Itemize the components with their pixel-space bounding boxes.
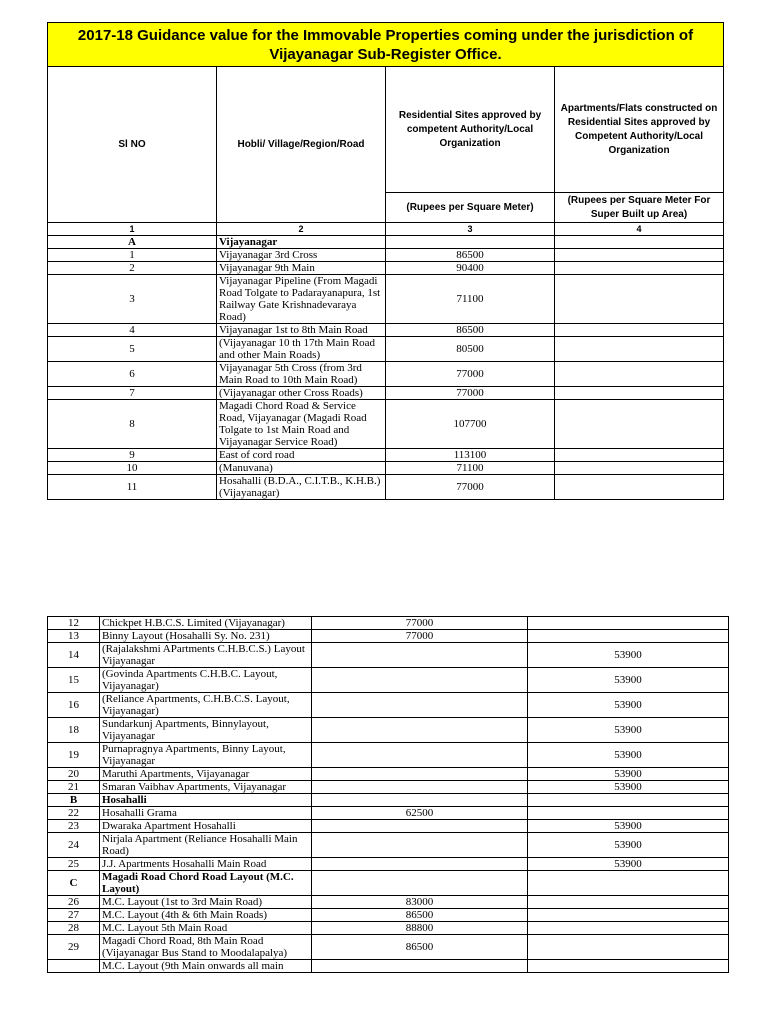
table-row [48, 400, 724, 449]
row-number: A [48, 236, 217, 249]
row-location: East of cord road [217, 449, 386, 462]
table-row [48, 896, 729, 909]
row-apartment-value [555, 337, 724, 362]
row-apartment-value [528, 896, 729, 909]
row-location: Vijayanagar 5th Cross (from 3rd Main Road to 10th Main Road) [217, 362, 386, 387]
row-number: 19 [48, 743, 100, 768]
row-apartment-value: 53900 [528, 693, 729, 718]
header-si-no: Sl NO [48, 67, 217, 223]
row-number: 2 [48, 262, 217, 275]
row-location: J.J. Apartments Hosahalli Main Road [100, 858, 312, 871]
row-residential-value: 86500 [386, 249, 555, 262]
row-residential-value: 86500 [312, 935, 528, 960]
row-apartment-value: 53900 [528, 743, 729, 768]
table-row [48, 693, 729, 718]
row-apartment-value: 53900 [528, 858, 729, 871]
table-row [48, 324, 724, 337]
row-number: C [48, 871, 100, 896]
row-apartment-value [528, 617, 729, 630]
table-row [48, 794, 729, 807]
row-number: B [48, 794, 100, 807]
row-residential-value: 113100 [386, 449, 555, 462]
row-apartment-value [555, 362, 724, 387]
row-location: Vijayanagar 1st to 8th Main Road [217, 324, 386, 337]
row-location: M.C. Layout 5th Main Road [100, 922, 312, 935]
header-apartments-unit: (Rupees per Square Meter For Super Built up Area) [555, 193, 724, 223]
row-number: 28 [48, 922, 100, 935]
row-apartment-value: 53900 [528, 820, 729, 833]
row-number: 23 [48, 820, 100, 833]
row-apartment-value [528, 807, 729, 820]
row-residential-value: 83000 [312, 896, 528, 909]
row-residential-value [312, 643, 528, 668]
header-residential: Residential Sites approved by competent Authority/Local Organization [386, 67, 555, 193]
table-row [48, 909, 729, 922]
row-number: 14 [48, 643, 100, 668]
row-apartment-value: 53900 [528, 668, 729, 693]
row-number: 25 [48, 858, 100, 871]
row-apartment-value [528, 909, 729, 922]
row-residential-value [312, 858, 528, 871]
row-number: 12 [48, 617, 100, 630]
table-row [48, 807, 729, 820]
row-residential-value: 77000 [312, 617, 528, 630]
table-row [48, 275, 724, 324]
row-number: 18 [48, 718, 100, 743]
row-number: 3 [48, 275, 217, 324]
row-residential-value [312, 768, 528, 781]
row-location: Magadi Road Chord Road Layout (M.C. Layout) [100, 871, 312, 896]
row-number: 9 [48, 449, 217, 462]
row-residential-value: 62500 [312, 807, 528, 820]
row-number: 11 [48, 475, 217, 500]
row-location: Hosahalli [100, 794, 312, 807]
table-row [48, 935, 729, 960]
table-row [48, 236, 724, 249]
row-location: M.C. Layout (1st to 3rd Main Road) [100, 896, 312, 909]
table-row [48, 462, 724, 475]
row-number: 7 [48, 387, 217, 400]
row-location: (Reliance Apartments, C.H.B.C.S. Layout, Vijayanagar) [100, 693, 312, 718]
row-number: 13 [48, 630, 100, 643]
row-location: Magadi Chord Road, 8th Main Road (Vijayanagar Bus Stand to Moodalapalya) [100, 935, 312, 960]
row-location: (Manuvana) [217, 462, 386, 475]
table-row [48, 833, 729, 858]
row-location: Magadi Chord Road & Service Road, Vijayanagar (Magadi Road Tolgate to 1st Main Road and Vijayanagar Service Road) [217, 400, 386, 449]
row-residential-value [312, 718, 528, 743]
row-number: 21 [48, 781, 100, 794]
table-row [48, 262, 724, 275]
row-apartment-value [555, 449, 724, 462]
header-residential-unit: (Rupees per Square Meter) [386, 193, 555, 223]
row-location: M.C. Layout (9th Main onwards all main [100, 960, 312, 973]
table-row [48, 387, 724, 400]
row-residential-value: 77000 [386, 362, 555, 387]
row-location: Dwaraka Apartment Hosahalli [100, 820, 312, 833]
row-residential-value: 71100 [386, 275, 555, 324]
row-location: M.C. Layout (4th & 6th Main Roads) [100, 909, 312, 922]
table-row [48, 630, 729, 643]
row-apartment-value: 53900 [528, 768, 729, 781]
header-apartments: Apartments/Flats constructed on Residential Sites approved by Competent Authority/Local Organization [555, 67, 724, 193]
row-residential-value: 77000 [386, 475, 555, 500]
row-number: 5 [48, 337, 217, 362]
row-apartment-value [528, 871, 729, 896]
row-apartment-value [555, 236, 724, 249]
table-row [48, 475, 724, 500]
row-location: (Vijayanagar 10 th 17th Main Road and other Main Roads) [217, 337, 386, 362]
row-location: (Rajalakshmi APartments C.H.B.C.S.) Layout Vijayanagar [100, 643, 312, 668]
row-residential-value [312, 820, 528, 833]
row-apartment-value: 53900 [528, 718, 729, 743]
column-number-1: 1 [48, 223, 217, 236]
document-title: 2017-18 Guidance value for the Immovable Properties coming under the jurisdiction of Vijayanagar Sub-Register Office. [48, 23, 724, 67]
row-location: Chickpet H.B.C.S. Limited (Vijayanagar) [100, 617, 312, 630]
row-location: Maruthi Apartments, Vijayanagar [100, 768, 312, 781]
row-residential-value: 86500 [386, 324, 555, 337]
row-residential-value [312, 781, 528, 794]
row-apartment-value [555, 387, 724, 400]
guidance-value-table-part-2 [47, 616, 729, 973]
table-row [48, 768, 729, 781]
table-row [48, 781, 729, 794]
table-row [48, 449, 724, 462]
row-residential-value: 90400 [386, 262, 555, 275]
row-residential-value: 80500 [386, 337, 555, 362]
row-apartment-value [555, 400, 724, 449]
table-row [48, 249, 724, 262]
column-number-2: 2 [217, 223, 386, 236]
row-location: Hosahalli (B.D.A., C.I.T.B., K.H.B.) (Vijayanagar) [217, 475, 386, 500]
row-residential-value [312, 833, 528, 858]
row-location: (Vijayanagar other Cross Roads) [217, 387, 386, 400]
row-location: Purnapragnya Apartments, Binny Layout, Vijayanagar [100, 743, 312, 768]
row-residential-value [312, 668, 528, 693]
row-number: 22 [48, 807, 100, 820]
header-place: Hobli/ Village/Region/Road [217, 67, 386, 223]
row-residential-value: 86500 [312, 909, 528, 922]
row-number: 8 [48, 400, 217, 449]
row-number: 27 [48, 909, 100, 922]
row-residential-value [312, 743, 528, 768]
table-row [48, 922, 729, 935]
row-number: 4 [48, 324, 217, 337]
row-apartment-value [555, 324, 724, 337]
row-apartment-value [555, 475, 724, 500]
row-apartment-value [555, 249, 724, 262]
row-number: 1 [48, 249, 217, 262]
guidance-value-table-part-1 [47, 22, 724, 500]
row-location: Smaran Vaibhav Apartments, Vijayanagar [100, 781, 312, 794]
row-number: 10 [48, 462, 217, 475]
row-apartment-value [528, 960, 729, 973]
row-residential-value: 77000 [386, 387, 555, 400]
row-residential-value [312, 693, 528, 718]
table-row [48, 617, 729, 630]
row-apartment-value [528, 630, 729, 643]
row-apartment-value [528, 935, 729, 960]
row-number: 16 [48, 693, 100, 718]
table-row [48, 643, 729, 668]
row-residential-value: 77000 [312, 630, 528, 643]
row-apartment-value: 53900 [528, 833, 729, 858]
row-apartment-value [528, 922, 729, 935]
table-row [48, 337, 724, 362]
row-location: Vijayanagar 9th Main [217, 262, 386, 275]
row-residential-value: 107700 [386, 400, 555, 449]
row-location: Binny Layout (Hosahalli Sy. No. 231) [100, 630, 312, 643]
row-apartment-value: 53900 [528, 781, 729, 794]
row-location: Nirjala Apartment (Reliance Hosahalli Main Road) [100, 833, 312, 858]
row-apartment-value [555, 275, 724, 324]
table-row [48, 858, 729, 871]
row-residential-value: 88800 [312, 922, 528, 935]
row-number: 24 [48, 833, 100, 858]
row-number: 29 [48, 935, 100, 960]
row-location: Hosahalli Grama [100, 807, 312, 820]
row-location: Vijayanagar 3rd Cross [217, 249, 386, 262]
row-number [48, 960, 100, 973]
row-number: 15 [48, 668, 100, 693]
row-apartment-value [528, 794, 729, 807]
row-apartment-value: 53900 [528, 643, 729, 668]
row-number: 20 [48, 768, 100, 781]
row-location: Vijayanagar Pipeline (From Magadi Road Tolgate to Padarayanapura, 1st Railway Gate Krishnadevaraya Road) [217, 275, 386, 324]
row-location: Vijayanagar [217, 236, 386, 249]
row-number: 6 [48, 362, 217, 387]
row-apartment-value [555, 462, 724, 475]
row-residential-value [386, 236, 555, 249]
table-row [48, 718, 729, 743]
table-row [48, 871, 729, 896]
row-residential-value [312, 794, 528, 807]
row-residential-value [312, 960, 528, 973]
row-location: Sundarkunj Apartments, Binnylayout, Vijayanagar [100, 718, 312, 743]
table-row [48, 668, 729, 693]
table-row [48, 743, 729, 768]
row-residential-value: 71100 [386, 462, 555, 475]
column-number-3: 3 [386, 223, 555, 236]
row-apartment-value [555, 262, 724, 275]
row-residential-value [312, 871, 528, 896]
table-row [48, 820, 729, 833]
table-row [48, 960, 729, 973]
row-location: (Govinda Apartments C.H.B.C. Layout, Vijayanagar) [100, 668, 312, 693]
row-number: 26 [48, 896, 100, 909]
table-row [48, 362, 724, 387]
column-number-4: 4 [555, 223, 724, 236]
